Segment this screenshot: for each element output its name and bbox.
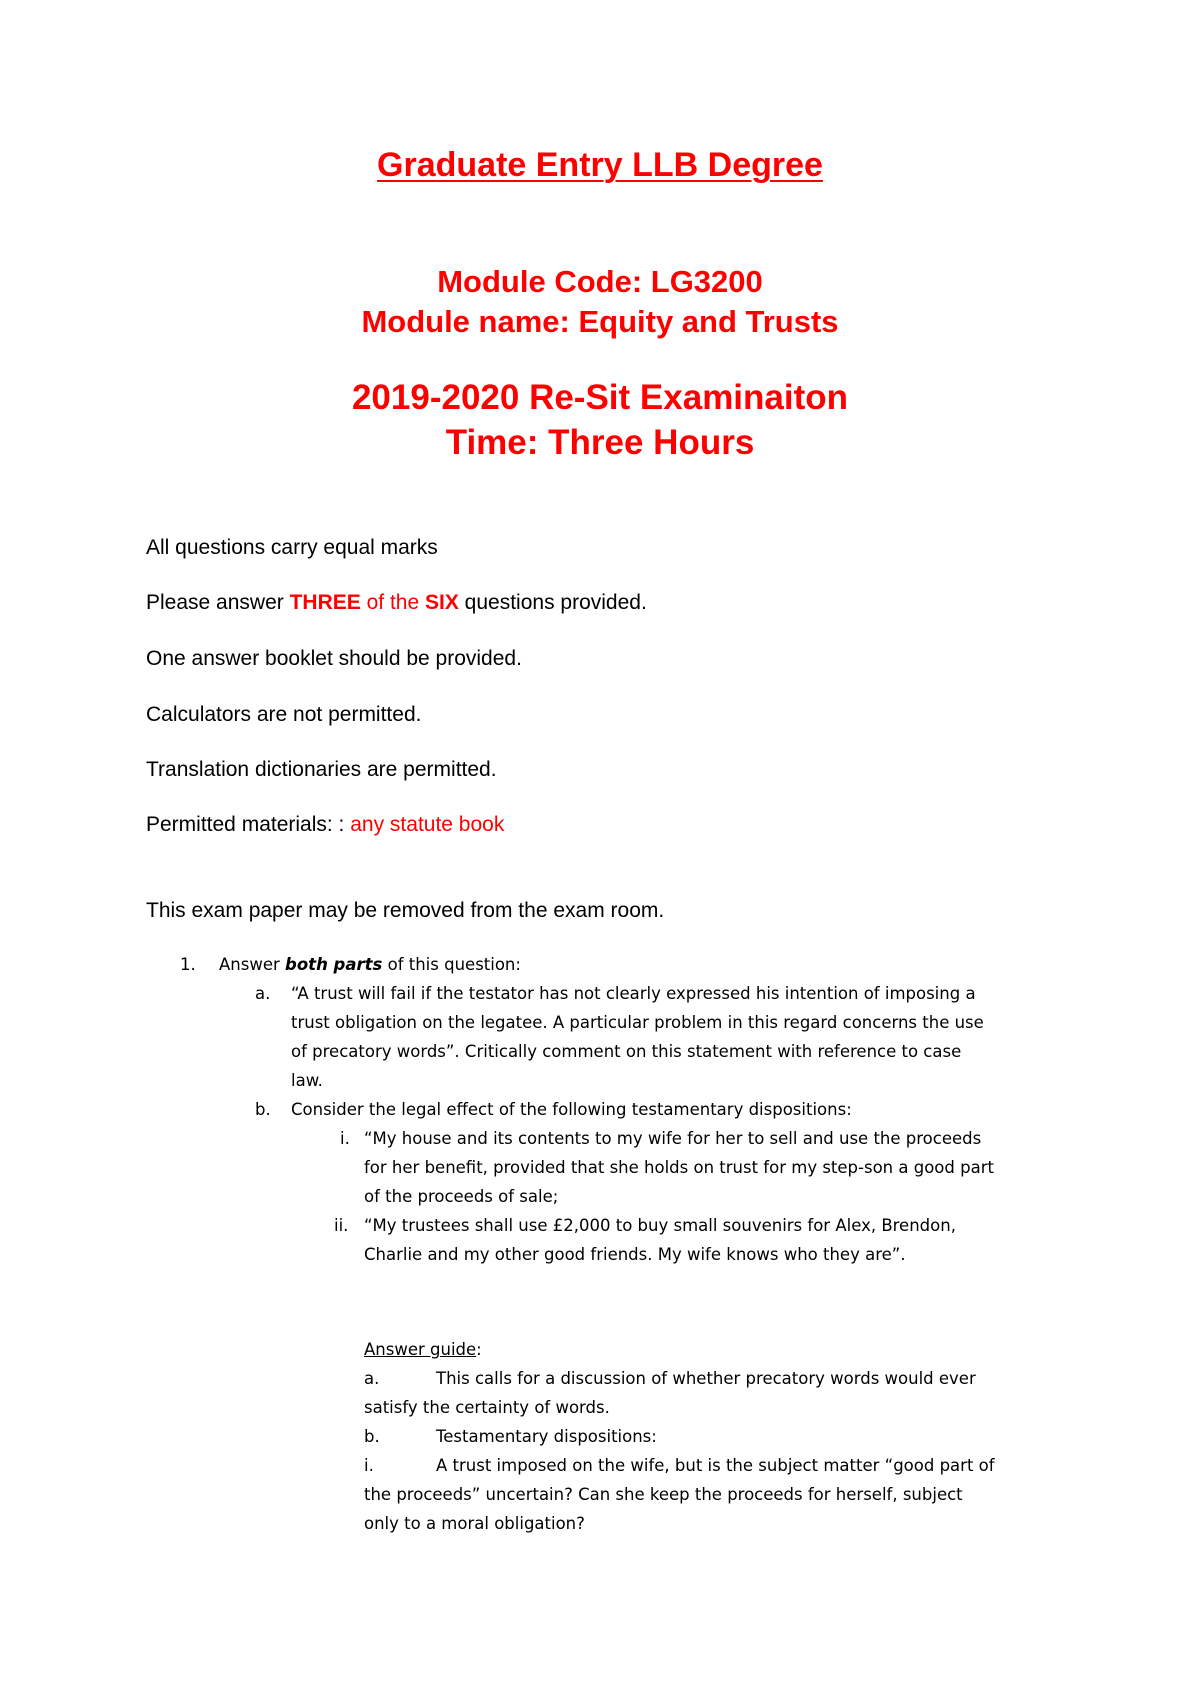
instruction-removed: This exam paper may be removed from the exam room.: [146, 899, 665, 922]
document-title: Graduate Entry LLB Degree: [377, 146, 823, 184]
materials-value: any statute book: [350, 813, 505, 836]
guide-a-cont: satisfy the certainty of words.: [364, 1398, 610, 1417]
module-code: Module Code: LG3200: [437, 264, 763, 299]
guide-i-label: i.: [364, 1456, 374, 1475]
instruction-answer-count: [146, 590, 647, 616]
guide-b-text: Testamentary dispositions:: [436, 1427, 657, 1446]
part-b-i-line-3: of the proceeds of sale;: [364, 1187, 559, 1206]
answer-three: THREE: [289, 591, 361, 614]
instruction-calculators: Calculators are not permitted.: [146, 703, 422, 726]
question-intro: [219, 950, 521, 979]
part-b-i-label: i.: [340, 1129, 350, 1148]
part-b-text: Consider the legal effect of the following testamentary dispositions:: [291, 1100, 852, 1119]
intro-suffix: of this question:: [382, 955, 521, 974]
guide-i-cont-1: the proceeds” uncertain? Can she keep the proceeds for herself, subject: [364, 1485, 963, 1504]
part-b-ii-line-1: “My trustees shall use £2,000 to buy small souvenirs for Alex, Brendon,: [364, 1216, 956, 1235]
guide-i-cont-2: only to a moral obligation?: [364, 1514, 585, 1533]
answer-guide-colon: :: [476, 1340, 482, 1359]
answer-guide-title: Answer guide: [364, 1340, 477, 1359]
part-a-line-4: law.: [291, 1071, 323, 1090]
intro-prefix: Answer: [219, 955, 286, 974]
answer-suffix: questions provided.: [458, 591, 647, 614]
module-info: [0, 262, 1200, 342]
part-b-ii-label: ii.: [334, 1216, 349, 1235]
part-a-label: a.: [255, 984, 271, 1003]
exam-info: [0, 375, 1200, 465]
answer-guide-heading: [364, 1335, 482, 1364]
module-name: Module name: Equity and Trusts: [361, 304, 839, 339]
exam-time: Time: Three Hours: [445, 423, 755, 462]
part-a-line-1: “A trust will fail if the testator has not clearly expressed his intention of imposing a: [291, 984, 976, 1003]
guide-b-label: b.: [364, 1427, 380, 1446]
exam-title: 2019-2020 Re-Sit Examinaiton: [351, 378, 849, 417]
part-b-ii-line-2: Charlie and my other good friends. My wife knows who they are”.: [364, 1245, 906, 1264]
intro-emphasis: both parts: [285, 955, 383, 974]
instruction-materials: [146, 812, 504, 838]
answer-of-the: of the: [360, 591, 425, 614]
part-a-line-3: of precatory words”. Critically comment on this statement with reference to case: [291, 1042, 962, 1061]
guide-a-text: This calls for a discussion of whether precatory words would ever: [436, 1369, 976, 1388]
instruction-booklet: One answer booklet should be provided.: [146, 647, 522, 670]
instruction-dictionaries: Translation dictionaries are permitted.: [146, 758, 497, 781]
guide-i-text: A trust imposed on the wife, but is the subject matter “good part of: [436, 1456, 995, 1475]
materials-label: Permitted materials: :: [146, 813, 351, 836]
part-a-line-2: trust obligation on the legatee. A particular problem in this regard concerns the use: [291, 1013, 984, 1032]
part-b-i-line-1: “My house and its contents to my wife for her to sell and use the proceeds: [364, 1129, 982, 1148]
part-b-label: b.: [255, 1100, 271, 1119]
question-number: 1.: [180, 955, 196, 974]
guide-a-label: a.: [364, 1369, 380, 1388]
instruction-equal-marks: All questions carry equal marks: [146, 536, 438, 559]
answer-six: SIX: [424, 591, 459, 614]
answer-prefix: Please answer: [146, 591, 290, 614]
part-b-i-line-2: for her benefit, provided that she holds on trust for my step-son a good part: [364, 1158, 994, 1177]
